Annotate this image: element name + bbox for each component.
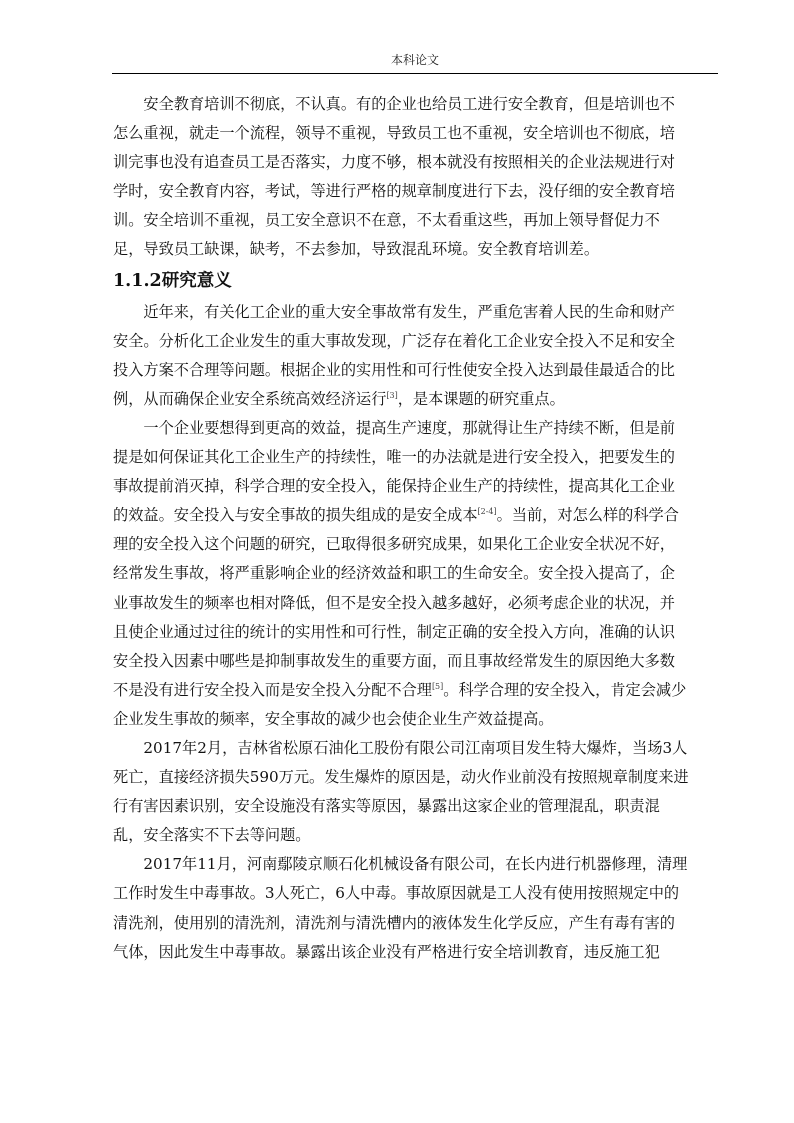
text-line: 业事故发生的频率也相对降低，但不是安全投入越多越好，必须考虑企业的状况，并: [113, 593, 675, 612]
text-line: 且使企业通过过往的统计的实用性和可行性，制定正确的安全投入方向，准确的认识: [113, 622, 675, 641]
paragraph-investment: [113, 414, 716, 734]
text-line: 死亡，直接经济损失590万元。发生爆炸的原因是，动火作业前没有按照规章制度来进: [113, 768, 689, 787]
text-line: 学时，安全教育内容，考试，等进行严格的规章制度进行下去，没仔细的安全教育培: [113, 182, 675, 201]
text-line: [113, 385, 716, 414]
document-body: [113, 90, 716, 967]
text-line: 企业发生事故的频率，安全事故的减少也会使企业生产效益提高。: [113, 709, 554, 728]
text-line: 清洗剂，使用别的清洗剂，清洗剂与清洗槽内的液体发生化学反应，产生有毒有害的: [113, 913, 675, 932]
page-header: 本科论文: [390, 53, 439, 67]
citation: [5]: [431, 681, 444, 691]
text-line: 经常发生事故，将严重影响企业的经济效益和职工的生命安全。安全投入提高了，企: [113, 564, 675, 583]
text-line: 训完事也没有追查员工是否落实，力度不够，根本就没有按照相关的企业法规进行对: [113, 153, 675, 172]
text-segment: 。当前，对怎么样的科学合: [496, 506, 679, 525]
text-line: 怎么重视，就走一个流程，领导不重视，导致员工也不重视，安全培训也不彻底，培: [113, 124, 675, 143]
text-segment: 例，从而确保企业安全系统高效经济运行: [113, 389, 387, 408]
text-line: 工作时发生中毒事故。3人死亡，6人中毒。事故原因就是工人没有使用按照规定中的: [113, 884, 680, 903]
text-line: 安全投入因素中哪些是抑制事故发生的重要方面，而且事故经常发生的原因绝大多数: [113, 651, 675, 670]
text-segment: ，是本课题的研究重点。: [397, 389, 565, 408]
text-line: 提是如何保证其化工企业生产的持续性，唯一的办法就是进行安全投入，把要发生的: [113, 448, 675, 467]
paragraph-case-jilin: [113, 734, 716, 850]
text-segment: 。科学合理的安全投入，肯定会减少: [443, 680, 687, 699]
text-segment: 的效益。安全投入与安全事故的损失组成的是安全成本: [113, 506, 478, 525]
section-heading: 1.1.2研究意义: [113, 270, 232, 291]
text-line: 2017年2月，吉林省松原石油化工股份有限公司江南项目发生特大爆炸，当场3人: [113, 738, 688, 757]
text-line: 一个企业要想得到更高的效益，提高生产速度，那就得让生产持续不断，但是前: [113, 418, 675, 437]
text-line: 投入方案不合理等问题。根据企业的实用性和可行性使安全投入达到最佳最适合的比: [113, 360, 675, 379]
text-line: 安全教育培训不彻底，不认真。有的企业也给员工进行安全教育，但是培训也不: [113, 95, 675, 113]
text-line: 训。安全培训不重视，员工安全意识不在意，不太看重这些，再加上领导督促力不: [113, 211, 660, 230]
citation: [2-4]: [477, 507, 497, 517]
text-line: [113, 676, 716, 705]
text-line: 事故提前消灭掉，科学合理的安全投入，能保持企业生产的持续性，提高其化工企业: [113, 477, 675, 496]
text-line: 2017年11月，河南鄢陵京顺石化机械设备有限公司，在长内进行机器修理，清理: [113, 855, 688, 874]
paragraph-case-henan: [113, 850, 716, 966]
text-line: 乱，安全落实不下去等问题。: [113, 826, 311, 845]
text-line: 气体，因此发生中毒事故。暴露出该企业没有严格进行安全培训教育，违反施工犯: [113, 942, 660, 961]
text-line: 安全。分析化工企业发生的重大事故发现，广泛存在着化工企业安全投入不足和安全: [113, 331, 675, 350]
header-divider: [112, 73, 718, 74]
text-line: 行有害因素识别，安全设施没有落实等原因，暴露出这家企业的管理混乱，职责混: [113, 797, 660, 816]
text-line: [113, 501, 716, 530]
paragraph-training: [113, 90, 716, 265]
paragraph-significance: [113, 298, 716, 414]
citation: [3]: [386, 390, 398, 400]
text-line: 近年来，有关化工企业的重大安全事故常有发生，严重危害着人民的生命和财产: [113, 302, 675, 321]
text-line: 理的安全投入这个问题的研究，已取得很多研究成果，如果化工企业安全状况不好，: [113, 535, 675, 554]
text-line: 足，导致员工缺课，缺考，不去参加，导致混乱环境。安全教育培训差。: [113, 240, 599, 259]
text-segment: 不是没有进行安全投入而是安全投入分配不合理: [113, 680, 432, 699]
